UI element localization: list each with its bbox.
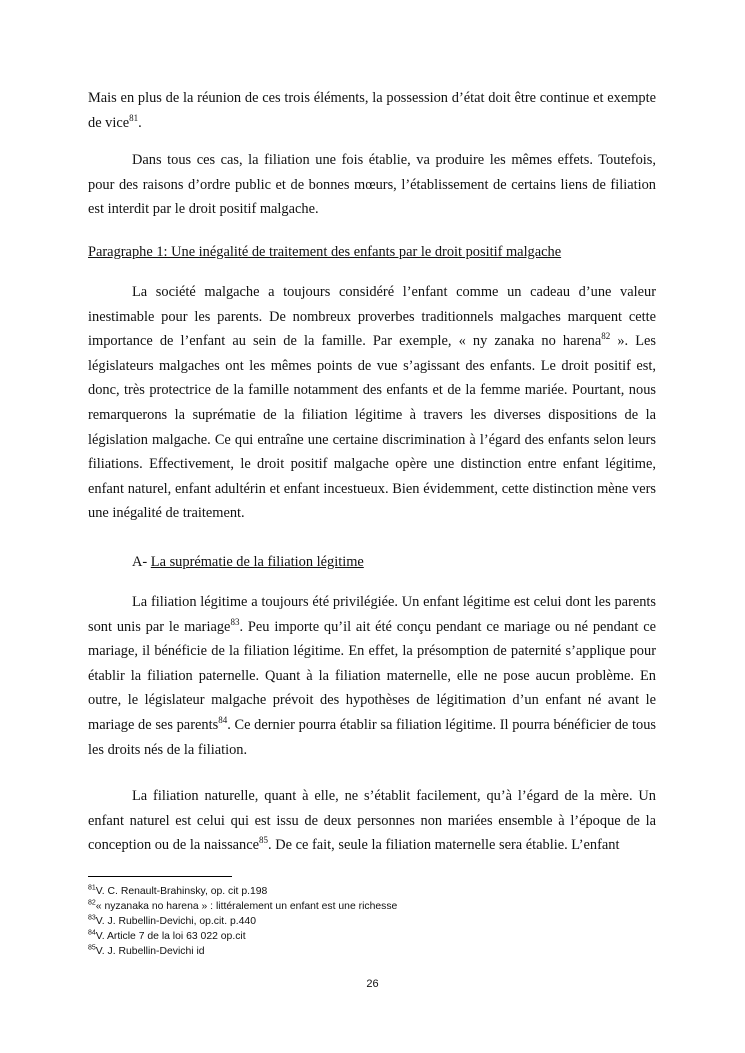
- section-heading: Paragraphe 1: Une inégalité de traitement des enfants par le droit positif malgache: [88, 244, 562, 260]
- footnote-ref-84[interactable]: 84: [218, 715, 228, 726]
- footnote-item: $^{81}$V. C. Renault-Brahinsky, op. cit p.198: [88, 884, 268, 897]
- footnote-item: $^{83}$V. J. Rubellin-Devichi, op.cit. p.440: [88, 914, 256, 927]
- footnote-separator: [88, 876, 232, 877]
- footnote-ref-81[interactable]: 81: [129, 112, 139, 123]
- paragraph-societe: La société malgache a toujours considéré l’enfant comme un cadeau d’une valeur inestimable pour les parents. De nombreux proverbes traditionnels malgaches marquent cette importance de l’enfant au sein de la famille. Par exemple, « ny zanaka no harena$^{82}$ ». Les législateurs malgaches ont les mêmes points de vue s’agissant des enfants. Le droit positif est, donc, très protectrice de la famille notamment des enfants et de la femme mariée. Pourtant, nous remarquerons la suprématie de la filiation légitime à travers les diverses dispositions de la législation malgache. Ce qui entraîne une certaine discrimination à l’égard des enfants selon leurs filiations. Effectivement, le droit positif malgache opère une distinction entre enfant légitime, enfant naturel, enfant adultérin et enfant incestueux. Bien évidemment, cette distinction mène vers une inégalité de traitement.: [88, 284, 656, 522]
- paragraph-filiation-legitime: La filiation légitime a toujours été privilégiée. Un enfant légitime est celui dont les parents sont unis par le mariage$^{83}$. Peu importe qu’il ait été conçu pendant ce mariage ou né pendant ce mariage, il bénéficie de la filiation légitime. En effet, la présomption de paternité s’applique pour établir la filiation paternelle. Quant à la filiation maternelle, elle ne pose aucun problème. En outre, le législateur malgache prévoit des hypothèses de légitimation d’un enfant né avant le mariage de ses parents$^{84}$. Ce dernier pourra établir sa filiation légitime. Il pourra bénéficier de tous les droits nés de la filiation.: [88, 594, 656, 758]
- footnote-ref-82[interactable]: 82: [601, 331, 611, 342]
- footnote-ref-83[interactable]: 83: [230, 616, 240, 627]
- footnote-item: $^{82}$« nyzanaka no harena » : littéralement un enfant est une richesse: [88, 899, 398, 912]
- footnote-item: $^{84}$V. Article 7 de la loi 63 022 op.cit: [88, 929, 246, 942]
- paragraph-filiation-naturelle: La filiation naturelle, quant à elle, ne s’établit facilement, qu’à l’égard de la mère. Un enfant naturel est celui qui est issu de deux personnes non mariées ensemble à l’époque de la conception ou de la naissance$^{85}$. De ce fait, seule la filiation maternelle sera établie. L’enfant: [88, 788, 656, 854]
- subsection-heading: A- La suprématie de la filiation légitime: [132, 554, 364, 570]
- paragraph-possession: Mais en plus de la réunion de ces trois éléments, la possession d’état doit être continue et exempte de vice$^{81}$.: [88, 90, 656, 131]
- footnote-item: $^{85}$V. J. Rubellin-Devichi id: [88, 944, 205, 957]
- paragraph-effets: Dans tous ces cas, la filiation une fois établie, va produire les mêmes effets. Toutefois, pour des raisons d’ordre public et de bonnes mœurs, l’établissement de certains liens de filiation est interdit par le droit positif malgache.: [88, 152, 656, 218]
- page-number: 26: [366, 978, 379, 990]
- footnote-ref-85[interactable]: 85: [259, 835, 269, 846]
